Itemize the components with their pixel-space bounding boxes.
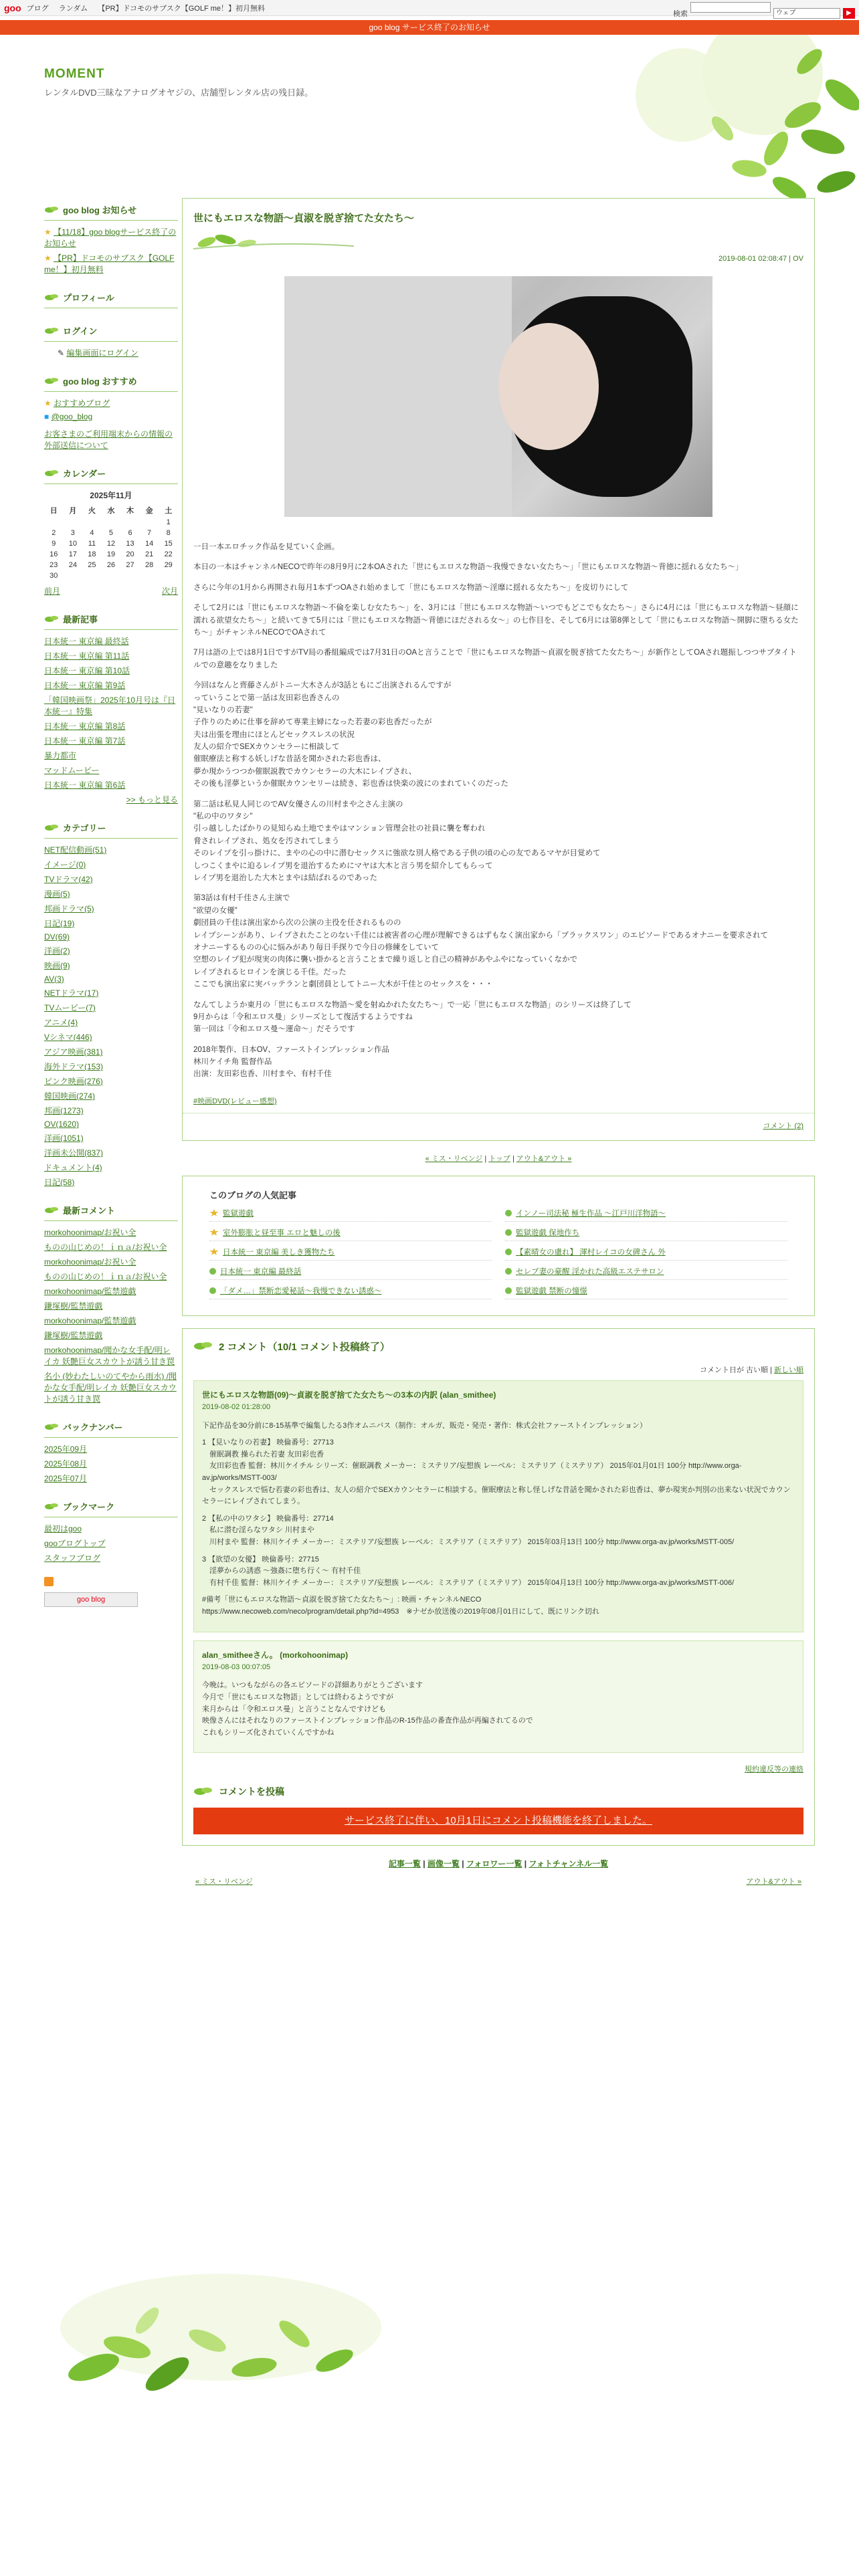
calendar-day: 1 <box>166 518 171 526</box>
search-label: 検索 <box>673 10 688 18</box>
topbar-link-pr[interactable]: 【PR】ドコモのサブスク【GOLF me！】初月無料 <box>98 4 266 13</box>
entry-paragraph: 2018年製作、日本OV、ファーストインプレッション作品 林川ケイチ角 監督作品 出演：友田彩也香、川村まや、有村千佳 <box>193 1045 390 1079</box>
calendar-day <box>64 570 83 581</box>
calendar-weekday: 木 <box>126 507 134 515</box>
comments-ended-link[interactable]: サービス終了に伴い、10月1日にコメント投稿機能を終了しました。 <box>344 1815 653 1827</box>
external-info-link[interactable]: お客さまのご利用端末からの情報の外部送信について <box>44 429 173 450</box>
calendar-day <box>120 570 140 581</box>
category-link[interactable]: AV(3) <box>44 974 64 984</box>
category-link[interactable]: 邦画(1273) <box>44 1106 84 1115</box>
bullet-icon <box>505 1229 512 1236</box>
pencil-icon: ✎ <box>58 348 65 358</box>
sidebar-calendar <box>44 464 178 597</box>
bullet-icon <box>505 1249 512 1255</box>
latest-comment-link[interactable]: morkohoonimap/聞かな女手配/明レイカ 妖艶巨女スカウトが誘う甘き罠 <box>44 1346 175 1366</box>
leaf-icon <box>44 325 59 337</box>
calendar-day: 30 <box>50 572 58 580</box>
photo-channel-link[interactable]: フォトチャンネル一覧 <box>529 1859 609 1869</box>
calendar-day <box>140 570 159 581</box>
latest-comment-link[interactable]: morkohoonimap/監禁遊戯 <box>44 1316 136 1325</box>
calendar-day: 16 <box>50 550 58 558</box>
rank-star-icon <box>209 1248 219 1256</box>
calendar-day <box>82 570 102 581</box>
latest-comment-link[interactable]: morkohoonimap/お祝い全 <box>44 1257 136 1267</box>
calendar-day: 14 <box>145 540 154 548</box>
entry-comments-link[interactable]: コメント (2) <box>763 1121 803 1130</box>
comment-paragraph: 1 【見いなりの若妻】 映倫番号：27713 催眠調教 操られた若妻 友田彩也香 友田彩也香 監督：林川ケイチル シリーズ：催眠調教 メーカー：ミステリア/妄想族 レーベル：ミステリア（ミステリア） 2015年01月01日 100分 http://www.orga-av.jp/works/MSTT-003/ セックスレスで悩む若妻の彩也香は、友人の紹介でSEXカウンセラーに相談する。催眠療法と称し怪しげな昔話を聞かされた彩也香は、夢か現実か判別の出来ない状況でカウンセラーにレイプされてしまう。 <box>202 1438 791 1506</box>
backnumber-link[interactable]: 2025年08月 <box>44 1459 88 1469</box>
sidebar-recommend-title: goo blog おすすめ <box>63 377 137 387</box>
comments-title: 2 コメント（10/1 コメント投稿終了） <box>219 1341 390 1353</box>
star-icon: ★ <box>44 253 52 263</box>
sidebar-backnumber-title: バックナンバー <box>63 1422 123 1432</box>
login-link[interactable]: 編集画面にログイン <box>66 348 138 358</box>
leaf-icon <box>193 1785 213 1798</box>
category-link[interactable]: 韓国映画(274) <box>44 1091 96 1101</box>
calendar-day <box>64 517 83 528</box>
sidebar-backnumber <box>44 1418 178 1484</box>
calendar-day <box>120 517 140 528</box>
calendar-day <box>102 517 121 528</box>
calendar-day: 13 <box>126 540 134 548</box>
latest-comment-link[interactable]: 鎌塚樹/監禁遊戯 <box>44 1301 103 1311</box>
pager-top-link[interactable]: トップ <box>488 1154 510 1163</box>
calendar-table <box>44 504 178 581</box>
entry-paragraph: そして2月には「世にもエロスな物語〜不倫を楽しむ女たち〜」を、3月には「世にもエロスな物語〜いつでもどこでも女たち〜」さらに4月には「世にもエロスな物語〜昼顔に濡れる欲望女たち〜」と続いてきて5月には「世にもエロスな物語〜背徳にほだされる女〜」の七作目を、そして6月には第8弾として「世にもエロスな物語〜開脚に堕ちる女たち〜」がチャンネルNECOでOAされて <box>193 604 799 637</box>
calendar-prev-link[interactable]: 前月 <box>44 586 61 596</box>
calendar-day <box>44 517 64 528</box>
calendar-weekday: 水 <box>107 507 115 515</box>
entry <box>182 198 815 1141</box>
calendar-day: 25 <box>88 561 96 569</box>
sidebar <box>44 201 178 1620</box>
recent-entry-link[interactable]: 日本統一 東京編 第11話 <box>44 651 130 661</box>
bottom-pager <box>182 1876 815 1887</box>
latest-comment-link[interactable]: 名小 (妙わたしいのてやから雨水) /聞かな女手配/明レイカ 妖艶巨女スカウトが誘う甘き罠 <box>44 1372 177 1404</box>
sidebar-categories <box>44 819 178 1188</box>
category-link[interactable]: NETドラマ(17) <box>44 988 99 998</box>
sort-old: 古い順 <box>746 1366 769 1374</box>
notice-link-2[interactable]: 【PR】ドコモのサブスク【GOLF me！】初月無料 <box>44 253 175 274</box>
calendar-day <box>140 517 159 528</box>
twitter-icon: ■ <box>44 412 50 421</box>
bookmark-link[interactable]: gooブログトップ <box>44 1539 106 1548</box>
entry-body <box>183 534 814 1095</box>
category-link[interactable]: イメージ(0) <box>44 860 86 869</box>
category-link[interactable]: ドキュメント(4) <box>44 1163 102 1172</box>
followers-link[interactable]: フォロワー一覧 <box>466 1859 522 1869</box>
entry-paragraph: 今回はなんと齊藤さんがトニー大木さんが3話ともにご出演されるんですが っていうことで第一話は友田彩也香さんの "見いなりの若妻" 子作りのために仕事を辞めて専業主婦になった若妻の彩也香だったが 夫は出張を理由にほとんどセックスレスの状況 友人の紹介でSEXカウンセラーに相談して 催眠療法と称する妖しげな昔話を聞かされた彩也香は、 夢か現かうつつか催眠説教でカウンセラーの大木にレイプされ、 その後も淫夢というか催眠カウンセリーは続き、彩也香は快楽の波にのまれていくのだった <box>193 681 509 788</box>
comment <box>193 1640 803 1753</box>
popular-item <box>505 1266 787 1280</box>
calendar-day: 4 <box>90 529 94 537</box>
all-images-link[interactable]: 画像一覧 <box>427 1859 460 1869</box>
calendar-day: 27 <box>126 561 134 569</box>
leaf-icon <box>44 292 59 304</box>
leaf-icon <box>44 467 59 479</box>
leaf-icon <box>44 1204 59 1216</box>
category-link[interactable]: DV(69) <box>44 932 70 942</box>
calendar-day: 22 <box>164 550 173 558</box>
sidebar-categories-title: カテゴリー <box>63 823 106 833</box>
rank-star-icon <box>209 1228 219 1237</box>
sidebar-login <box>44 322 178 358</box>
popular-title: このブログの人気記事 <box>209 1190 297 1200</box>
calendar-weekday: 金 <box>145 507 153 515</box>
comment-paragraph: 下記作品を30分前に8-15基準で編集したる3作オムニバス（制作：オルガ、販売・発売・著作：株式会社ファーストインプレッション） <box>202 1421 647 1430</box>
calendar-day: 3 <box>70 529 75 537</box>
sidebar-login-title: ログイン <box>63 326 98 336</box>
calendar-day: 29 <box>164 561 173 569</box>
rank-star-icon <box>209 1209 219 1217</box>
header-leaves-decoration <box>549 35 859 202</box>
entry-paragraph: 本日の一本はチャンネルNECOで昨年の8月9月に2本OAされた「世にもエロスな物語〜我慢できない女たち〜」「世にもエロスな物語〜背徳に揺れる女たち〜」 <box>193 563 743 572</box>
calendar-day: 2 <box>52 529 56 537</box>
calendar-day: 9 <box>52 540 56 548</box>
popular-item <box>505 1227 787 1241</box>
popular-link[interactable]: 室外膨胀と昼至事 エロと魅しの後 <box>223 1228 341 1237</box>
sidebar-feeds <box>44 1577 178 1607</box>
comment-author[interactable]: 世にもエロスな物語(09)〜貞淑を脱ぎ捨てた女たち〜の3本の内訳 (alan_smithee) <box>202 1390 496 1400</box>
calendar-day: 17 <box>68 550 77 558</box>
leaf-icon <box>44 204 59 216</box>
calendar-day: 11 <box>88 540 96 548</box>
category-link[interactable]: アジア映画(381) <box>44 1047 103 1057</box>
category-link[interactable]: 洋画(2) <box>44 946 70 956</box>
calendar-next-link[interactable]: 次月 <box>161 586 178 596</box>
entry-pager: « ミス・リベンジ | トップ | アウト&アウト » <box>425 1154 572 1163</box>
bottom-next-link[interactable]: アウト&アウト » <box>746 1878 801 1887</box>
latest-comment-link[interactable]: morkohoonimap/お祝い全 <box>44 1228 136 1237</box>
goo-logo[interactable]: goo <box>4 2 21 13</box>
category-link[interactable]: 映画(9) <box>44 961 70 970</box>
recent-entry-link[interactable]: 日本統一 東京編 第8話 <box>44 722 126 731</box>
comment-paragraph: 3 【欲望の女優】 映倫番号：27715 淫夢からの誘惑 〜強姦に堕ち行く〜 有村千佳 有村千佳 監督：林川ケイチ メーカー：ミステリア/妄想族 レーベル：ミステリア（ミステリア） 2015年04月13日 100分 http://www.orga-av.jp/works/MSTT-006/ <box>202 1555 735 1587</box>
popular-link[interactable]: 「ダメ…」禁断恋愛秘話〜我慢できない誘惑〜 <box>220 1287 382 1295</box>
blog-title[interactable]: MOMENT <box>44 67 105 81</box>
recent-list <box>44 635 178 790</box>
topbar-link-random[interactable]: ランダム <box>58 4 88 13</box>
calendar-weekday: 火 <box>88 507 96 515</box>
entry-paragraph: 第3話は有村千佳さん主演で "欲望の女優" 劇団員の千佳は演出家から次の公演の主役を任されるものの レイプシーンがあり、レイプされたことのない千佳には被害者の心理が理解できるはずもなく演出家から「ブラックスワン」のエピソードであるオナニーを要求されて オナニーするものの心に悩みがあり毎日手探りで今日の修練をしていて 空想のレイプ犯が現実の肉体に襲い掛かると言うことまで繰り返しと自己の精神があやふやになっていくなかで レイプされるヒロインを演じる千佳。だった ここでも演出家に実バッテランと劇団員としてトニー大木が千佳とのセックスを・・・ <box>193 894 769 989</box>
footer-leaves-decoration <box>54 2267 401 2394</box>
leaf-icon <box>44 1421 59 1433</box>
recent-entry-link[interactable]: 日本統一 東京編 第7話 <box>44 736 126 746</box>
popular-item <box>505 1208 787 1222</box>
calendar-day: 28 <box>145 561 154 569</box>
calendar-day: 8 <box>166 529 171 537</box>
comment-paragraph: #備考「世にもエロスな物語〜貞淑を脱ぎ捨てた女たち〜」: 映画・チャンネルNECO https://www.necoweb.com/neco/program/detail.php?id=4953 ※ナゼか放送後の2019年08月01日にして、既にリンク切れ <box>202 1596 599 1616</box>
comments-ended-notice <box>193 1808 803 1834</box>
popular-list <box>209 1208 787 1299</box>
category-link[interactable]: TVドラマ(42) <box>44 875 93 884</box>
popular-articles <box>182 1176 815 1316</box>
calendar-day: 19 <box>106 550 116 558</box>
entry-title[interactable]: 世にもエロスな物語〜貞淑を脱ぎ捨てた女たち〜 <box>193 213 415 224</box>
sidebar-recent <box>44 610 178 805</box>
comment-date: 2019-08-03 00:07:05 <box>202 1662 271 1671</box>
main-content <box>182 198 815 1887</box>
sidebar-recent-title: 最新記事 <box>63 615 98 625</box>
calendar-day <box>159 570 178 581</box>
comment-date: 2019-08-02 01:28:00 <box>202 1403 271 1412</box>
calendar-day: 21 <box>145 550 154 558</box>
post-comment-title: コメントを投稿 <box>219 1786 284 1798</box>
category-link[interactable]: 洋画未公開(837) <box>44 1148 104 1158</box>
rss-icon[interactable] <box>44 1577 54 1586</box>
popular-item <box>505 1247 787 1261</box>
bottom-prev-link[interactable]: « ミス・リベンジ <box>195 1878 253 1887</box>
popular-link[interactable]: 監獄遊戯 禁断の憧憬 <box>516 1287 587 1295</box>
bullet-icon <box>505 1287 512 1294</box>
search-button[interactable]: ▶ <box>843 8 855 19</box>
entry-photo[interactable] <box>284 276 712 517</box>
recent-entry-link[interactable]: マッドムービー <box>44 766 100 775</box>
entry-paragraph: なんてしようか東月の「世にもエロスな物語〜愛を射ぬかれた女たち〜」で一応「世にもエロスな物語」のシリーズは終了して 9月からは「令和エロス曼」シリーズとして復活するようですね 第一回は「令和エロス曼〜運命〜」だそうです <box>193 1000 632 1034</box>
entry-tag-link[interactable]: #映画DVD(レビュー感想) <box>193 1097 277 1105</box>
comments-section <box>182 1328 815 1846</box>
recent-entry-link[interactable]: 日本統一 東京編 第10話 <box>44 666 130 675</box>
popular-link[interactable]: インノー司法秘 極生作品 〜江戸川洋物語〜 <box>516 1209 666 1218</box>
blog-description: レンタルDVD三昧なアナログオヤジの、店舗型レンタル店の残日録。 <box>44 88 314 98</box>
popular-link[interactable]: 監獄遊戯 保地作ち <box>516 1228 580 1237</box>
bottom-nav: 記事一覧 | 画像一覧 | フォロワー一覧 | フォトチャンネル一覧 <box>388 1859 609 1869</box>
category-link[interactable]: 洋画(1051) <box>44 1134 84 1143</box>
title-leaves-decoration <box>193 229 354 253</box>
pager-next-link[interactable]: アウト&アウト » <box>516 1154 572 1163</box>
entry-paragraph: さらに今年の1月から再開され毎月1本ずつOAされ始めまして「世にもエロスな物語〜淫靡に揺れる女たち〜」を皮切りにして <box>193 583 629 592</box>
comment <box>193 1380 803 1632</box>
goo-blog-badge[interactable]: goo blog <box>44 1592 138 1607</box>
sort-label: コメント日が <box>699 1366 744 1374</box>
leaf-icon <box>44 375 59 387</box>
recent-entry-link[interactable]: 「韓国映画祭」2025年10月号は『日本統一』特集 <box>44 695 176 716</box>
category-link[interactable]: OV(1620) <box>44 1119 80 1129</box>
recent-entry-link[interactable]: 日本統一 東京編 第9話 <box>44 681 126 690</box>
category-link[interactable]: 日記(58) <box>44 1178 75 1187</box>
calendar-weekday: 日 <box>50 507 58 515</box>
search-input[interactable] <box>690 2 771 13</box>
calendar-day: 6 <box>128 529 132 537</box>
bullet-icon <box>209 1268 216 1275</box>
popular-item <box>209 1285 492 1299</box>
popular-item <box>209 1266 492 1280</box>
recommend-blog-link[interactable]: おすすめブログ <box>54 399 110 408</box>
popular-item <box>209 1227 492 1241</box>
comment-sort: コメント日が 古い順 | 新しい順 <box>699 1366 803 1374</box>
all-entries-link[interactable]: 記事一覧 <box>388 1859 421 1869</box>
notice-link-1[interactable]: 【11/18】goo blogサービス終了のお知らせ <box>44 227 177 248</box>
backnumber-link[interactable]: 2025年07月 <box>44 1474 88 1483</box>
recent-more-link[interactable]: >> もっと見る <box>126 795 178 804</box>
search-scope-select[interactable]: ウェブ <box>773 8 840 19</box>
sidebar-notice-title: goo blog お知らせ <box>63 205 137 215</box>
star-icon: ★ <box>44 399 52 408</box>
goo-top-bar <box>0 0 859 16</box>
category-link[interactable]: 漫画(5) <box>44 889 70 899</box>
calendar-day: 24 <box>68 561 77 569</box>
backnumber-link[interactable]: 2025年09月 <box>44 1444 88 1454</box>
popular-link[interactable]: 【素晴女の慮れ】 渾村レイコの女碑さん 外 <box>516 1248 666 1257</box>
category-link[interactable]: Vシネマ(446) <box>44 1033 92 1042</box>
calendar-day: 15 <box>164 540 173 548</box>
sidebar-notice <box>44 201 178 275</box>
category-list <box>44 844 178 1188</box>
entry-paragraph: 第二話は私見人同じのでAV女優さんの川村まや之さん主演の "私の中のワタシ" 引っ越ししたばかりの見知らぬ土地でまやはマンション管理会社の社員に襲を奪われ 脅されレイプされ、処女を汚されてしまう そのレイプを引っ掛けに、まやの心の中に潜むセックスに強欲な別人格である子供の頃の心の友であるマヤが目覚めて しつこくまやに迫るレイプ男を退治するためにマヤは大木と言う男を紹介してもらって レイプ男を退治した大木とまやは結ばれるのであった <box>193 800 601 882</box>
bookmark-link[interactable]: 最初はgoo <box>44 1524 82 1533</box>
latest-comment-link[interactable]: morkohoonimap/監禁遊戯 <box>44 1287 136 1296</box>
bullet-icon <box>209 1287 216 1294</box>
comment-paragraph: 2 【私の中のワタシ】 映倫番号：27714 私に潜む淫らなワタシ 川村まや 川村まや 監督：林川ケイチ メーカー：ミステリア/妄想族 レーベル：ミステリア（ミステリア） 2015年03月13日 100分 http://www.orga-av.jp/works/MSTT-005/ <box>202 1514 735 1546</box>
sidebar-bookmarks <box>44 1497 178 1564</box>
calendar-day: 18 <box>88 550 96 558</box>
category-link[interactable]: NET配信動画(51) <box>44 845 107 855</box>
sidebar-recommend <box>44 372 178 451</box>
latest-comment-link[interactable]: ものの山じめの！ｉｎａ/お祝い全 <box>44 1272 167 1281</box>
sidebar-latest-comments <box>44 1201 178 1404</box>
calendar-day <box>102 570 121 581</box>
category-link[interactable]: ピンク映画(276) <box>44 1077 103 1086</box>
popular-link[interactable]: セレブ妻の豪醒 淫かれた高級エステサロン <box>516 1267 664 1276</box>
popular-link[interactable]: 日本統一 東京編 最終話 <box>220 1267 302 1276</box>
report-link[interactable]: 規約違反等の連絡 <box>745 1765 803 1774</box>
calendar-day: 10 <box>68 540 77 548</box>
sidebar-calendar-title: カレンダー <box>63 469 106 479</box>
star-icon: ★ <box>44 227 52 237</box>
category-link[interactable]: アニメ(4) <box>44 1018 78 1027</box>
sidebar-profile <box>44 288 178 308</box>
popular-item <box>209 1208 492 1222</box>
comment-paragraph: 今晩は。いつもながらの各エピソードの詳細ありがとうございます 今月で「世にもエロスな物語」としては終わるようですが 来月からは「令和エロス曼」と言うことなんですけども 映像さんにはそれなりのファーストインプレッション作品のR-15作品の番査作品が再編されてるので これもシリーズ化されていくんですかね <box>202 1681 533 1737</box>
popular-link[interactable]: 監獄遊戯 <box>223 1209 254 1218</box>
service-end-banner[interactable]: goo blog サービス終了のお知らせ <box>0 20 859 35</box>
calendar-day: 20 <box>126 550 134 558</box>
bullet-icon <box>505 1210 512 1216</box>
leaf-icon <box>193 1339 213 1353</box>
calendar-weekday: 月 <box>69 507 77 515</box>
entry-paragraph: 一日一本エロチック作品を見ていく企画。 <box>193 543 340 551</box>
calendar-day: 7 <box>147 529 152 537</box>
popular-item <box>209 1247 492 1261</box>
calendar-day <box>82 517 102 528</box>
leaf-icon <box>44 613 59 625</box>
comment-author[interactable]: alan_smitheeさん。 (morkohoonimap) <box>202 1650 349 1660</box>
category-link[interactable]: 海外ドラマ(153) <box>44 1062 104 1071</box>
calendar-month: 2025年11月 <box>90 491 132 500</box>
twitter-link[interactable]: @goo_blog <box>51 412 93 421</box>
popular-item <box>505 1285 787 1299</box>
calendar-day: 26 <box>106 561 116 569</box>
bullet-icon <box>505 1268 512 1275</box>
sidebar-profile-title[interactable]: プロフィール <box>63 293 114 303</box>
pager-prev-link[interactable]: « ミス・リベンジ <box>425 1154 483 1163</box>
calendar-day: 23 <box>50 561 58 569</box>
popular-link[interactable]: 日本統一 東京編 美しき獲物たち <box>223 1248 335 1257</box>
topbar-link-blog[interactable]: ブログ <box>26 4 49 13</box>
calendar-day: 12 <box>106 540 116 548</box>
category-link[interactable]: TVムービー(7) <box>44 1003 96 1012</box>
latest-comment-link[interactable]: ものの山じめの！ｉｎａ/お祝い全 <box>44 1243 167 1252</box>
category-link[interactable]: 邦画ドラマ(5) <box>44 904 94 914</box>
leaf-icon <box>44 1501 59 1513</box>
sidebar-bookmarks-title: ブックマーク <box>63 1502 115 1512</box>
entry-paragraph: 7月は語の上では8月1日ですがTV局の番組編成では7月31日のOAと言うことで「世にもエロスな物語〜貞淑を脱ぎ捨てた女たち〜」が新作としてOAされ題振しつつサブタイトルでの意趣をなりました <box>193 649 797 669</box>
leaf-icon <box>44 822 59 834</box>
bookmark-link[interactable]: スタッフブログ <box>44 1553 101 1563</box>
latest-comment-link[interactable]: 鎌塚樹/監禁遊戯 <box>44 1331 103 1340</box>
recent-entry-link[interactable]: 日本統一 東京編 最終話 <box>44 637 129 646</box>
entry-meta[interactable]: 2019-08-01 02:08:47 | OV <box>718 255 803 263</box>
blog-header <box>0 35 859 202</box>
recent-entry-link[interactable]: 日本統一 東京編 第6話 <box>44 780 126 790</box>
latest-comment-list <box>44 1226 178 1404</box>
calendar-weekday: 土 <box>165 507 173 515</box>
category-link[interactable]: 日記(19) <box>44 919 75 928</box>
calendar-day: 5 <box>108 529 114 537</box>
sort-new-link[interactable]: 新しい順 <box>774 1366 803 1374</box>
recent-entry-link[interactable]: 暴力都市 <box>44 751 77 760</box>
sidebar-latest-comments-title: 最新コメント <box>63 1206 116 1216</box>
